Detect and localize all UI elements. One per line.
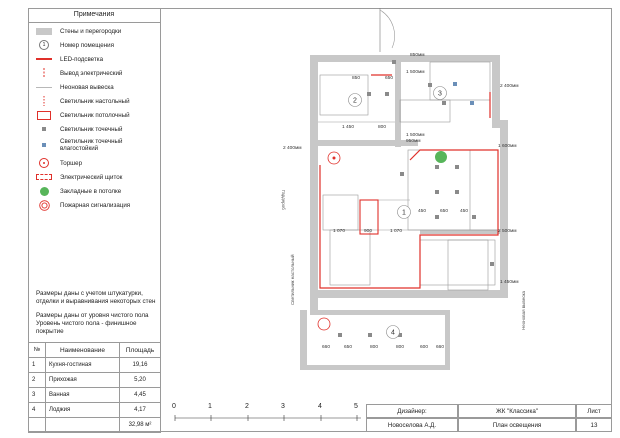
legend-item-fire-alarm: Пожарная сигнализация (34, 200, 158, 210)
dim-label: 850мм (410, 53, 425, 58)
dim-label: 900 (364, 229, 373, 234)
legend-item-walls: Стены и перегородки (34, 26, 158, 36)
scale-tick-label: 5 (354, 403, 358, 410)
total-area: 32,98 м² (120, 418, 161, 433)
electric-outlet-icon (41, 68, 47, 78)
sheet-label: Лист (576, 404, 612, 418)
table-header-row: № Наименование Площадь (29, 343, 161, 358)
sheet-number: 13 (576, 418, 612, 432)
dim-label: 1 070 (390, 229, 403, 234)
height-label: 1 600мм (498, 144, 517, 149)
legend-item-ceiling-mount: Закладные в потолке (34, 186, 158, 196)
designer-label: Дизайнер: (366, 404, 458, 418)
rooms-table (28, 342, 161, 433)
height-label: 2 500мм (498, 229, 517, 234)
dim-label: 660 (436, 345, 445, 350)
floor-lamp-icon (318, 152, 340, 330)
table-total-row (29, 418, 161, 433)
table-lamp-label: Светильник настольный (290, 254, 295, 305)
dim-label: 1 070 (333, 229, 346, 234)
legend-item-room-number: 1 Номер помещения (34, 40, 158, 50)
table-row: 4 Лоджия 4,17 (29, 403, 161, 418)
legend-item-spot: Светильник точечный (34, 124, 158, 134)
scale-tick-label: 3 (281, 403, 285, 410)
height-label: 2 400мм (283, 146, 302, 151)
dim-label: 950мм (406, 139, 421, 144)
scale-bar (161, 404, 366, 432)
dim-label: 600 (420, 345, 429, 350)
scale-tick-label: 0 (172, 403, 176, 410)
neon-sign-icon (36, 87, 52, 88)
height-label: 1 450мм (500, 280, 519, 285)
ceiling-mount-icon (435, 151, 447, 163)
dim-label: 800 (396, 345, 405, 350)
table-row: 3 Ванная 4,45 (29, 388, 161, 403)
height-label: 2 400мм (500, 84, 519, 89)
wall-swatch-icon (36, 28, 52, 35)
legend-item-waterproof-spot: Светильник точечный влагостойкий (34, 138, 158, 152)
sheet-name: План освещения (458, 418, 576, 432)
table-row: 2 Прихожая 5,20 (29, 373, 161, 388)
dim-label: 450 (460, 209, 469, 214)
height-label: 1 500мм (406, 70, 425, 75)
room-number-4: 4 (391, 329, 395, 337)
dim-label: 800 (370, 345, 379, 350)
dim-label: 1 450 (342, 125, 355, 130)
room-number-3: 3 (438, 90, 442, 98)
led-strip-icon (36, 58, 52, 60)
legend-item-panel: Электрический щиток (34, 172, 158, 182)
floor-lamp-icon (39, 158, 49, 168)
room-number-1: 1 (402, 209, 406, 217)
dim-label: 650 (385, 76, 394, 81)
scale-tick-label: 4 (318, 403, 322, 410)
legend-item-ceiling-light: Светильник потолочный (34, 110, 158, 120)
legend-item-led: LED-подсветка (34, 54, 158, 64)
room-number-icon: 1 (39, 40, 49, 50)
ceiling-mount-icon (40, 187, 49, 196)
wardrobe-label: Гардероб (281, 190, 286, 210)
neon-sign-label: Неоновая вывеска (521, 290, 526, 330)
led-strips (320, 75, 498, 288)
dim-label: 650 (440, 209, 449, 214)
waterproof-spots (453, 82, 474, 105)
dim-label: 450 (418, 209, 427, 214)
spot-light-icon (42, 127, 46, 131)
project-name: ЖК "Классика" (458, 404, 576, 418)
legend-item-table-lamp: Светильник настольный (34, 96, 158, 106)
waterproof-spot-icon (42, 143, 46, 147)
scale-tick-label: 2 (245, 403, 249, 410)
partitions (318, 8, 498, 290)
table-lamp-icon (41, 96, 47, 106)
room-number-2: 2 (353, 97, 357, 105)
ceiling-light-icon (37, 111, 51, 120)
designer-name: Новоселова А.Д. (366, 418, 458, 432)
table-row: 1 Кухня-гостиная 19,16 (29, 358, 161, 373)
fire-alarm-icon (39, 200, 50, 211)
note-plaster: Размеры даны с учетом штукатурки, отделки и выравнивания некоторых стен (36, 290, 156, 305)
dim-label: 850 (352, 76, 361, 81)
dim-label: 650 (344, 345, 353, 350)
dim-label: 660 (322, 345, 331, 350)
electric-panel-icon (36, 174, 52, 180)
dim-label: 800 (378, 125, 387, 130)
legend-item-neon: Неоновая вывеска (34, 82, 158, 92)
height-label: 1 500мм (406, 133, 425, 138)
floor-plan (161, 8, 612, 404)
note-floor-level: Размеры даны от уровня чистого пола Уровень чистого пола - финишное покрытие (36, 312, 149, 335)
legend-title: Примечания (28, 8, 160, 23)
legend-item-floor-lamp: Торшер (34, 158, 158, 168)
scale-tick-label: 1 (208, 403, 212, 410)
legend-item-outlet: Вывод электрический (34, 68, 158, 78)
